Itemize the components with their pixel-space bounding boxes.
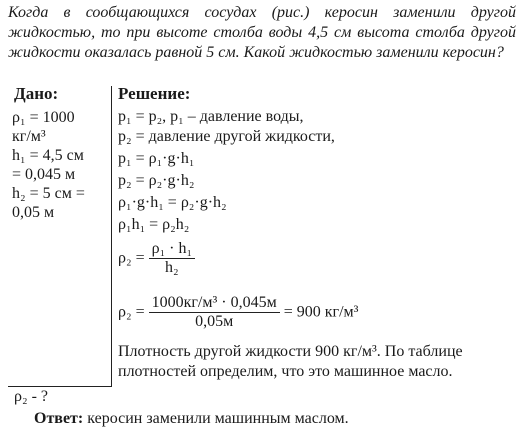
given-line: ρ₁ = 1000 [12,109,75,126]
find-label: ρ₂ - ? [14,388,48,405]
formula-lhs: ρ₂ = [118,249,145,267]
solution-line: p₂ = ρ₂·g·h₂ [118,172,195,189]
given-line: h₁ = 4,5 см [12,147,84,164]
formula-calc [118,294,358,331]
fraction [149,294,280,331]
denominator: h₂ [165,259,179,276]
divider-horizontal [8,386,112,387]
answer-label: Ответ: [34,410,84,427]
numerator: ρ₁ · h₁ [149,240,195,259]
given-line: 0,05 м [12,204,55,221]
solution-line: p₁ = ρ₁·g·h₁ [118,150,195,167]
solution-line: p₁ = p₂, p₁ – давление воды, [118,108,304,125]
solution-line: p₂ = давление другой жидкости, [118,128,335,145]
solution-line: ρ₁h₁ = ρ₂h₂ [118,216,190,233]
conclusion-text: Плотность другой жидкости 900 кг/м³. По таблице плотностей определим, что это машинное масло. [118,343,463,380]
fraction [149,240,195,277]
solution-line: ρ₁·g·h₁ = ρ₂·g·h₂ [118,194,227,211]
solution-title: Решение: [118,84,191,103]
given-block [12,108,108,222]
formula-lhs: ρ₂ = [118,303,145,321]
problem-statement: Когда в сообщающихся сосудах (рис.) керосин заменили другой жидкостью, то при высоте столба воды 4,5 см высота столба другой жидкости оказалась равной 5 см. Какой жидкостью заменили керосин? [8,4,516,61]
given-title: Дано: [14,84,59,103]
denominator: 0,05м [195,313,234,330]
numerator: 1000кг/м³ · 0,045м [149,294,280,313]
answer-text: керосин заменили машинным маслом. [83,410,349,427]
given-line: h₂ = 5 см = [12,185,85,202]
given-line: кг/м³ [12,128,46,145]
answer [34,410,349,428]
given-line: = 0,045 м [12,166,76,183]
formula-rho2 [118,240,195,277]
divider-vertical [111,86,112,386]
formula-result: = 900 кг/м³ [283,303,359,321]
